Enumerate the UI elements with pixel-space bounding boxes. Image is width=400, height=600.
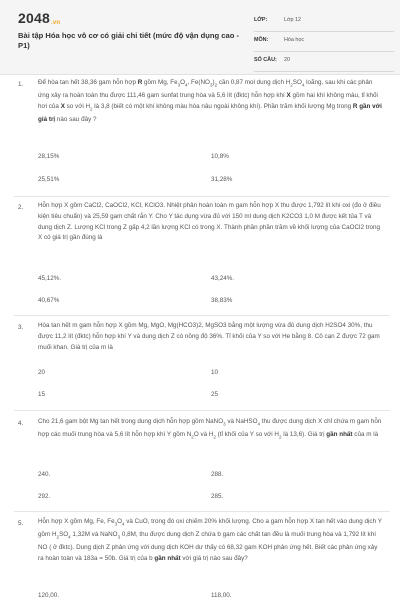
- meta-value: Lớp 12: [284, 17, 302, 23]
- answer-option-c[interactable]: 292.: [38, 493, 51, 500]
- question-number: 5.: [18, 520, 24, 527]
- logo-suffix: .vn: [50, 20, 61, 26]
- answer-option-d[interactable]: 38,83%: [211, 297, 233, 304]
- question-number: 2.: [18, 204, 24, 211]
- question-divider: [14, 196, 390, 197]
- answer-option-a[interactable]: 45,12%.: [38, 275, 62, 282]
- meta-value: Hóa học: [284, 37, 305, 43]
- answer-option-b[interactable]: 288.: [211, 471, 224, 478]
- question-text: Để hòa tan hết 38,36 gam hỗn hợp R gồm Mg, $Fe_3O_4$, $Fe(NO_3)_2$ cần 0,87 mol dung dịch $H_2SO_4$ loãng, sau khi các phản ứng xảy ra hoàn toàn thu được 111,46 gam sunfat trung hòa và 5,6 lít (đktc) hỗn hợp khí X gồm hai khí không màu, tỉ khối hơi của X so với $H_2$ là 3,8 (biết có một khí không màu hóa nâu ngoài không khí). Phần trăm khối lượng Mg trong R gần với giá trị nào sau đây ?: [38, 79, 382, 123]
- question-text: Cho 21,6 gam bột Mg tan hết trong dung dịch hỗn hợp gồm NaNO$_3$ và NaHSO$_4$ thu được dung dịch X chỉ chứa m gam hỗn hợp các muối trung hòa và 5,6 lít hỗn hợp khí Y gồm $N_2O$ và $H_2$ (tỉ khối của Y so với $H_2$ là 13,6). Giá trị gần nhất của m là: [38, 418, 382, 440]
- meta-key: MÔN:: [254, 37, 269, 43]
- meta-row-subject: [254, 34, 394, 52]
- question-text: Hỗn hợp X gồm Mg, Fe, $Fe_3O_4$ và CuO, trong đó oxi chiếm 20% khối lượng. Cho a gam hỗn hợp X tan hết vào dung dịch Y gồm $H_2SO_4$ 1,32M và NaNO$_3$ 0,8M, thu được dung dịch Z chứa b gam các chất tan đều là muối trung hòa và 1,792 lít khí NO ( ở đktc). Dung dịch Z phản ứng với dung dịch KOH dư thấy có 68,32 gam KOH phản ứng hết. Biết các phản ứng xảy ra hoàn toàn và 183a = 50b. Giá trị của b gần nhất với giá trị nào sau đây?: [38, 518, 382, 562]
- page-title: Bài tập Hóa học vô cơ có giải chi tiết (mức độ vận dụng cao - P1): [18, 31, 240, 50]
- question-number: 1.: [18, 81, 24, 88]
- question-text: Hỗn hợp X gồm CaCl2, CaOCl2, KCl, KClO3. Nhiệt phân hoàn toàn m gam hỗn hợp X thu được 1,792 lít khí oxi (đo ở điều kiện tiêu chuẩn) và 25,59 gam chất rắn Y. Cho Y tác dụng vừa đủ với 150 ml dung dịch K2CO3 1,0 M được kết tủa T và dung dịch Z. Lượng KCl trong Z gấp 4,2 lần lượng KCl có trong X. Thành phần phần trăm về khối lượng của CaOCl2 trong X có giá trị gần đúng là: [38, 202, 381, 242]
- answer-option-d[interactable]: 25: [211, 391, 219, 398]
- answer-option-c[interactable]: 25,51%: [38, 176, 60, 183]
- answer-option-c[interactable]: 40,67%: [38, 297, 60, 304]
- meta-value: 20: [284, 57, 290, 63]
- site-logo[interactable]: [18, 10, 60, 26]
- question-divider: [14, 511, 390, 512]
- answer-option-b[interactable]: 118,00.: [211, 592, 232, 599]
- answer-option-a[interactable]: 28,15%: [38, 153, 60, 160]
- answer-option-a[interactable]: 20: [38, 369, 46, 376]
- question-number: 4.: [18, 420, 24, 427]
- logo-text: 2048: [18, 10, 50, 26]
- question-number: 3.: [18, 324, 24, 331]
- answer-option-a[interactable]: 240.: [38, 471, 51, 478]
- question-text: Hòa tan hết m gam hỗn hợp X gồm Mg, MgO, Mg(HCO3)2, MgSO3 bằng một lượng vừa đủ dung dịch H2SO4 30%, thu được 11,2 lít (đktc) hỗn hợp khí Y và dung dịch Z có nồng độ 36%. Tỉ khối của Y so với He bằng 8. Cô cạn Z được 72 gam muối khan. Giá trị của m là: [38, 322, 380, 351]
- question-divider: [14, 315, 390, 316]
- question-divider: [14, 410, 390, 411]
- meta-row-count: [254, 54, 394, 72]
- answer-option-a[interactable]: 120,00.: [38, 592, 60, 599]
- answer-option-b[interactable]: 10,8%: [211, 153, 229, 160]
- answer-option-b[interactable]: 43,24%.: [211, 275, 235, 282]
- answer-option-d[interactable]: 285.: [211, 493, 224, 500]
- answer-option-b[interactable]: 10: [211, 369, 219, 376]
- meta-key: SỐ CÂU:: [254, 57, 277, 63]
- page-header: [0, 0, 400, 75]
- answer-option-d[interactable]: 31,28%: [211, 176, 233, 183]
- meta-row-class: [254, 14, 394, 32]
- meta-key: LỚP:: [254, 17, 268, 23]
- answer-option-c[interactable]: 15: [38, 391, 46, 398]
- meta-info: [254, 14, 394, 74]
